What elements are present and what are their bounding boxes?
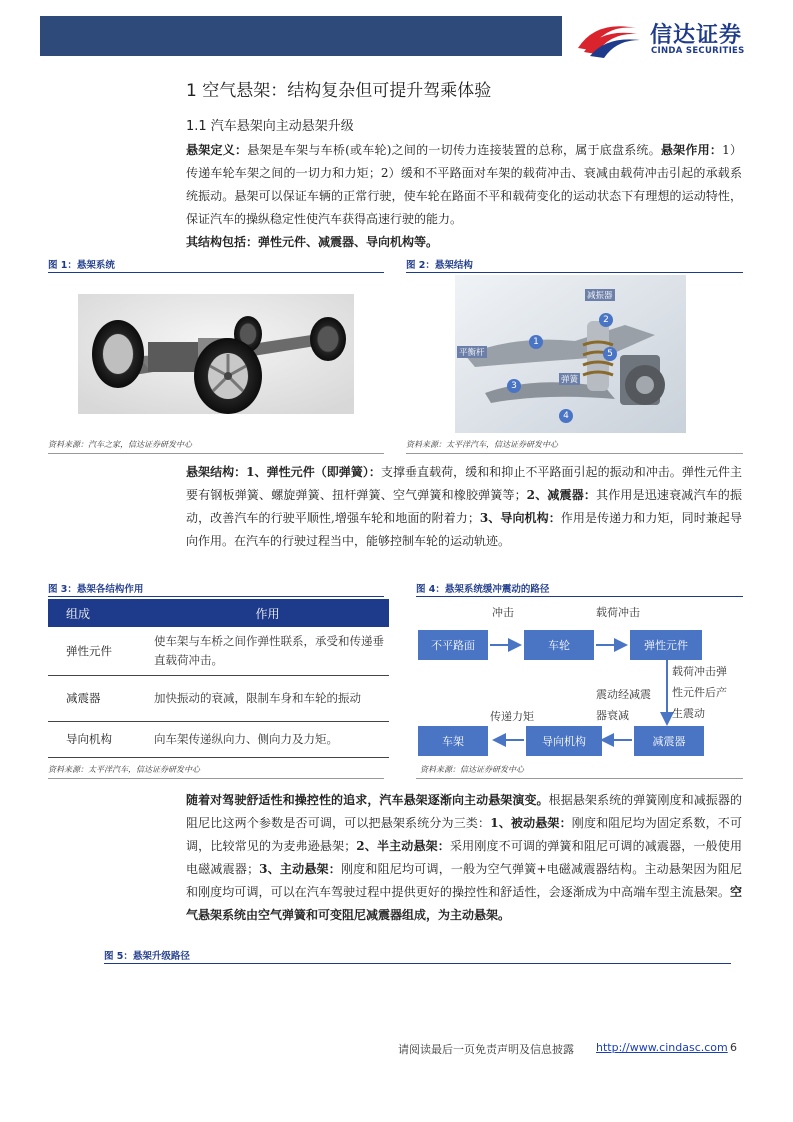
guide-text: 作用是传递力和力矩，同时兼起导向作用。在汽车的行驶过程当中，能够控制车轮的运动轨迹。 — [186, 511, 742, 548]
fig1-rule — [48, 272, 384, 273]
flow-label-decay-1: 震动经减震 — [596, 688, 651, 701]
flow-box-spring: 弹性元件 — [630, 630, 702, 660]
bold-elastic-element-label: 悬架结构：1、弹性元件（即弹簧）： — [186, 465, 381, 479]
table-row — [48, 676, 389, 722]
bold-active-label: 3、主动悬架： — [259, 862, 341, 876]
marker-2: 2 — [599, 313, 613, 327]
spring-label: 弹簧 — [561, 375, 579, 385]
flow-label-load-impact: 载荷冲击 — [596, 606, 640, 619]
flow-label-impact: 冲击 — [492, 606, 514, 619]
fig2-caption: 图 2：悬架结构 — [406, 260, 473, 271]
page-number: 6 — [730, 1041, 737, 1054]
bold-trend-sentence: 随着对驾驶舒适性和操控性的追求，汽车悬架逐渐向主动悬架演变。 — [186, 793, 549, 807]
marker-1: 1 — [529, 335, 543, 349]
table-cell-component: 弹性元件 — [48, 627, 146, 676]
bold-guide-label: 3、导向机构： — [479, 511, 561, 525]
bold-definition-label: 悬架定义： — [186, 143, 248, 157]
flow-box-frame: 车架 — [418, 726, 488, 756]
table-header-function: 作用 — [146, 599, 389, 627]
bold-passive-label: 1、被动悬架： — [490, 816, 572, 830]
fig4-source-rule — [416, 778, 743, 779]
suspension-structure-photo — [455, 275, 686, 433]
marker-3: 3 — [507, 379, 521, 393]
flow-box-damper: 减震器 — [634, 726, 704, 756]
fig1-caption: 图 1：悬架系统 — [48, 260, 115, 271]
paragraph-definition — [186, 139, 742, 254]
flow-label-vibration-3: 生震动 — [672, 707, 705, 720]
table-row — [48, 627, 389, 676]
fig2-source-rule — [406, 453, 743, 454]
flow-label-decay-2: 器衰减 — [596, 709, 629, 722]
bold-semi-active-label: 2、半主动悬架： — [356, 839, 450, 853]
flow-label-vibration-2: 性元件后产 — [672, 686, 727, 699]
fig4-source: 资料来源：信达证券研发中心 — [420, 765, 524, 774]
table-row — [48, 722, 389, 758]
footer-website-link[interactable]: http://www.cindasc.com — [596, 1041, 728, 1054]
table-cell-function: 加快振动的衰减，限制车身和车轮的振动 — [146, 676, 389, 722]
subsection-title: 1.1 汽车悬架向主动悬架升级 — [186, 119, 354, 134]
fig3-source-rule — [48, 778, 384, 779]
bold-damper-label: 2、减震器： — [526, 488, 597, 502]
bold-structure-summary: 其结构包括：弹性元件、减震器、导向机构等。 — [186, 235, 439, 249]
table-cell-function: 使车架与车桥之间作弹性联系，承受和传递垂直载荷冲击。 — [146, 627, 389, 676]
flow-label-vibration-1: 载荷冲击弹 — [672, 665, 727, 678]
table-header-component: 组成 — [48, 599, 146, 627]
table-header-row — [48, 599, 389, 627]
suspension-system-photo — [78, 294, 354, 414]
marker-5: 5 — [603, 347, 617, 361]
structure-function-table — [48, 599, 389, 758]
fig4-caption: 图 4：悬架系统缓冲震动的路径 — [416, 584, 550, 595]
classification-text: 根据悬架系统的弹簧刚度和减振器的阻尼比这两个参数是否可调，可以把悬架系统分为三类： — [186, 793, 742, 830]
table-cell-component: 减震器 — [48, 676, 146, 722]
section-title: 1 空气悬架：结构复杂但可提升驾乘体验 — [186, 81, 492, 101]
fig2-source: 资料来源：太平洋汽车，信达证券研发中心 — [406, 440, 558, 449]
table-cell-component: 导向机构 — [48, 722, 146, 758]
semi-active-text: 采用刚度不可调的弹簧和阻尼可调的减震器，一般使用电磁减震器； — [186, 839, 742, 876]
flow-box-road: 不平路面 — [418, 630, 488, 660]
fig1-source: 资料来源：汽车之家，信达证券研发中心 — [48, 440, 192, 449]
fig2-rule — [406, 272, 743, 273]
footer-disclaimer: 请阅读最后一页免责声明及信息披露 — [398, 1043, 574, 1056]
bold-function-label: 悬架作用： — [660, 143, 723, 157]
fig1-source-rule — [48, 453, 384, 454]
fig5-rule — [104, 963, 731, 964]
marker-4: 4 — [559, 409, 573, 423]
paragraph-structure — [186, 461, 742, 553]
active-text: 刚度和阻尼均可调，一般为空气弹簧+电磁减震器结构。主动悬架因为阻尼和刚度均可调，可以在汽车驾驶过程中提供更好的操控性和舒适性，会逐渐成为中高端车型主流悬架。 — [186, 862, 742, 899]
fig3-caption: 图 3：悬架各结构作用 — [48, 584, 144, 595]
fig3-rule — [48, 596, 384, 597]
function-text: 1）传递车轮车架之间的一切力和力矩；2）缓和不平路面对车架的载荷冲击、衰减由载荷冲击引起的承载系统振动。悬架可以保证车辆的正常行驶，使车轮在路面不平和载荷变化的运动状态下有理想的运动特性，保证汽车的操纵稳定性使汽车获得高速行驶的能力。 — [186, 143, 742, 226]
flow-label-torque: 传递力矩 — [490, 710, 534, 723]
damper-label: 减振器 — [587, 291, 613, 301]
damper-text: 其作用是迅速衰减汽车的振动，改善汽车的行驶平顺性,增强车轮和地面的附着力； — [186, 488, 742, 525]
definition-text: 悬架是车架与车桥(或车轮)之间的一切传力连接装置的总称，属于底盘系统。 — [247, 143, 661, 157]
cinda-logo-icon — [576, 18, 642, 58]
flow-box-guide: 导向机构 — [526, 726, 602, 756]
paragraph-active-suspension — [186, 789, 742, 927]
fig5-caption: 图 5：悬架升级路径 — [104, 951, 190, 962]
fig4-rule — [416, 596, 743, 597]
header-band — [40, 16, 562, 56]
stabilizer-bar-label: 平衡杆 — [459, 348, 485, 358]
flow-box-wheel: 车轮 — [524, 630, 594, 660]
table-cell-function: 向车架传递纵向力、侧向力及力矩。 — [146, 722, 389, 758]
passive-text: 刚度和阻尼均为固定系数，不可调，比较常见的为麦弗逊悬架； — [186, 816, 742, 853]
fig3-source: 资料来源：太平洋汽车，信达证券研发中心 — [48, 765, 200, 774]
elastic-element-text: 支撑垂直载荷，缓和和抑止不平路面引起的振动和冲击。弹性元件主要有钢板弹簧、螺旋弹簧、扭杆弹簧、空气弹簧和橡胶弹簧等； — [186, 465, 742, 502]
logo-english-text: CINDA SECURITIES — [651, 46, 745, 56]
bold-air-suspension-sentence: 空气悬架系统由空气弹簧和可变阻尼减震器组成，为主动悬架。 — [186, 885, 742, 922]
logo-chinese-text: 信达证券 — [650, 23, 743, 48]
